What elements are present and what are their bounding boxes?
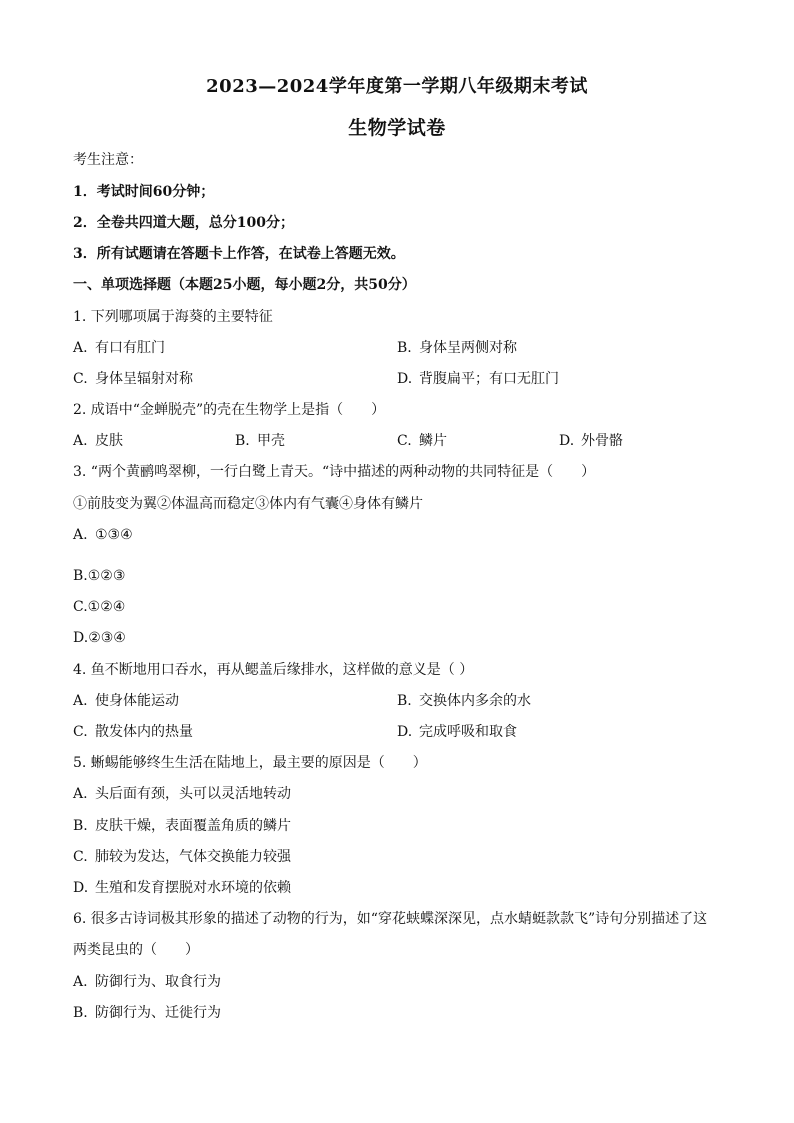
option-letter: D.: [73, 880, 89, 896]
question-option: [73, 847, 291, 867]
question-option: [235, 431, 285, 451]
option-text: 生殖和发育摆脱对水环境的依赖: [95, 880, 291, 896]
option-text: 身体呈两侧对称: [419, 340, 517, 356]
question-stem-continued: 两类昆虫的（ ）: [73, 942, 199, 958]
option-text: 防御行为、取食行为: [95, 974, 221, 990]
option-letter: C.: [73, 599, 88, 615]
option-text: ②③④: [88, 630, 126, 646]
option-text: 使身体能运动: [95, 693, 179, 709]
option-letter: B.: [73, 1005, 88, 1021]
question-option: [397, 338, 517, 358]
question-option: [73, 784, 291, 804]
question-option: [73, 369, 193, 389]
option-text: 散发体内的热量: [95, 724, 193, 740]
option-letter: D.: [559, 433, 575, 449]
question-option: [73, 628, 126, 648]
option-text: 鳞片: [419, 433, 447, 449]
option-letter: B.: [73, 568, 88, 584]
option-letter: B.: [235, 433, 250, 449]
question-stem: 1. 下列哪项属于海葵的主要特征: [73, 309, 273, 325]
notice-item: 3．所有试题请在答题卡上作答，在试卷上答题无效。: [73, 246, 405, 262]
question-stem: 3. “两个黄鹂鸣翠柳，一行白鹭上青天。“诗中描述的两种动物的共同特征是（ ）: [73, 464, 596, 480]
option-text: ①②③: [87, 568, 126, 584]
option-letter: A.: [73, 340, 88, 356]
option-text: 肺较为发达，气体交换能力较强: [95, 849, 291, 865]
question-option: [397, 431, 447, 451]
option-text: 身体呈辐射对称: [95, 371, 193, 387]
option-text: 防御行为、迁徙行为: [95, 1005, 221, 1021]
question-stem: 5. 蜥蜴能够终生生活在陆地上，最主要的原因是（ ）: [73, 755, 427, 771]
question-option: [73, 566, 125, 586]
option-letter: A.: [73, 433, 88, 449]
option-text: 皮肤: [95, 433, 123, 449]
option-letter: D.: [397, 724, 413, 740]
notice-item: 2．全卷共四道大题，总分100分；: [73, 215, 294, 231]
option-text: 完成呼吸和取食: [419, 724, 517, 740]
question-option: [73, 338, 165, 358]
option-text: 有口有肛门: [95, 340, 165, 356]
notice-item: 1．考试时间60分钟；: [73, 184, 215, 200]
option-letter: B.: [397, 693, 412, 709]
exam-title: 2023—2024学年度第一学期八年级期末考试: [206, 76, 588, 97]
question-option: [73, 597, 125, 617]
option-letter: A.: [73, 527, 88, 543]
option-letter: D.: [73, 630, 89, 646]
exam-subject: 生物学试卷: [348, 117, 446, 139]
question-option: [73, 816, 291, 836]
question-option: [73, 1003, 221, 1023]
question-option: [73, 525, 133, 545]
question-option: [73, 878, 291, 898]
question-stem: 4. 鱼不断地用口吞水，再从鳃盖后缘排水，这样做的意义是（ ）: [73, 662, 474, 678]
option-letter: C.: [73, 371, 88, 387]
question-option: [73, 722, 193, 742]
option-text: 头后面有颈，头可以灵活地转动: [95, 786, 291, 802]
option-text: 甲壳: [257, 433, 285, 449]
option-text: 背腹扁平；有口无肛门: [419, 371, 559, 387]
option-text: ①③④: [95, 527, 133, 543]
question-stem: 2. 成语中“金蝉脱壳”的壳在生物学上是指（ ）: [73, 402, 386, 418]
question-option: [73, 691, 179, 711]
question-option: [397, 691, 531, 711]
option-letter: C.: [73, 724, 88, 740]
option-letter: A.: [73, 786, 88, 802]
question-stem-detail: ①前肢变为翼②体温高而稳定③体内有气囊④身体有鳞片: [73, 496, 423, 512]
question-option: [73, 972, 221, 992]
section-heading: 一、单项选择题（本题25小题，每小题2分，共50分）: [73, 277, 416, 293]
question-option: [397, 369, 559, 389]
option-letter: A.: [73, 974, 88, 990]
question-option: [73, 431, 123, 451]
question-stem: 6. 很多古诗词极其形象的描述了动物的行为，如“穿花蛱蝶深深见，点水蜻蜓款款飞”诗句分别描述了这: [73, 911, 708, 927]
option-letter: A.: [73, 693, 88, 709]
option-text: 皮肤干燥，表面覆盖角质的鳞片: [95, 818, 291, 834]
option-text: 交换体内多余的水: [419, 693, 531, 709]
option-letter: D.: [397, 371, 413, 387]
option-text: ①②④: [87, 599, 126, 615]
question-option: [559, 431, 623, 451]
option-letter: C.: [73, 849, 88, 865]
option-letter: B.: [73, 818, 88, 834]
option-letter: B.: [397, 340, 412, 356]
question-option: [397, 722, 517, 742]
notice-heading: 考生注意：: [73, 152, 143, 168]
option-text: 外骨骼: [581, 433, 623, 449]
option-letter: C.: [397, 433, 412, 449]
